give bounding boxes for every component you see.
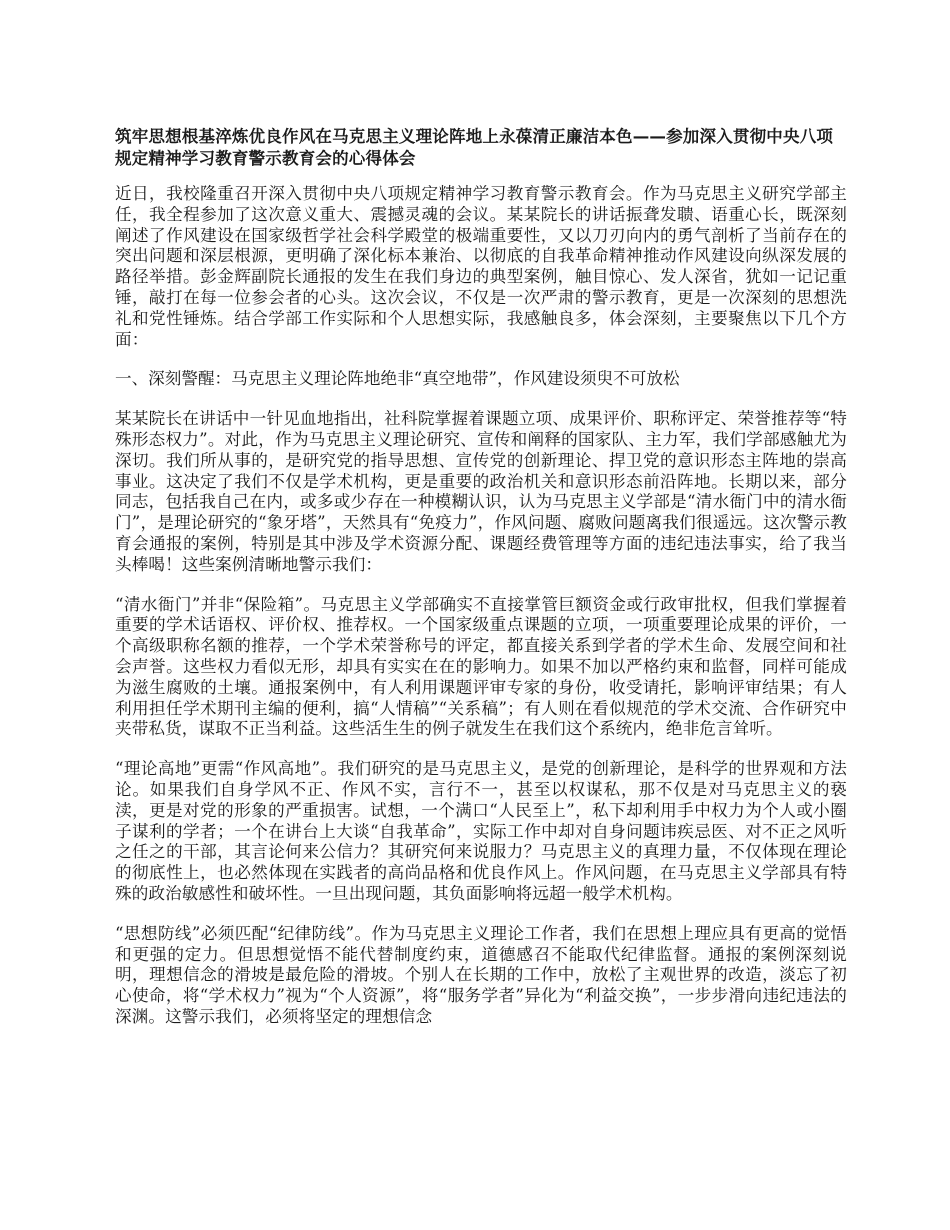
section-heading: 一、深刻警醒：马克思主义理论阵地绝非“真空地带”，作风建设须臾不可放松: [115, 369, 680, 389]
intro-paragraph: 近日，我校隆重召开深入贯彻中央八项规定精神学习教育警示教育会。作为马克思主义研究学部主任，我全程参加了这次意义重大、震撼灵魂的会议。某某院长的讲话振聋发聩、语重心长，既深刻阐述了作风建设在国家级哲学社会科学殿堂的极端重要性，又以刀刃向内的勇气剖析了当前存在的突出问题和深层根源，更明确了深化标本兼治、以彻底的自我革命精神推动作风建设向纵深发展的路径举措。彭金辉副院长通报的发生在我们身边的典型案例，触目惊心、发人深省，犹如一记记重锤，敲打在每一位参会者的心头。这次会议，不仅是一次严肃的警示教育，更是一次深刻的思想洗礼和党性锤炼。结合学部工作实际和个人思想实际，我感触良多，体会深刻，主要聚焦以下几个方面：: [115, 184, 847, 349]
body-paragraph: “理论高地”更需“作风高地”。我们研究的是马克思主义，是党的创新理论，是科学的世界观和方法论。如果我们自身学风不正、作风不实，言行不一，甚至以权谋私，那不仅是对马克思主义的亵渎，更是对党的形象的严重损害。试想，一个满口“人民至上”，私下却利用手中权力为个人或小圈子谋利的学者；一个在讲台上大谈“自我革命”，实际工作中却对自身问题讳疾忌医、对不正之风听之任之的干部，其言论何来公信力？其研究何来说服力？马克思主义的真理力量，不仅体现在理论的彻底性上，也必然体现在实践者的高尚品格和优良作风上。作风问题，在马克思主义学部具有特殊的政治敏感性和破坏性。一旦出现问题，其负面影响将远超一般学术机构。: [115, 759, 847, 903]
document-page: [115, 126, 847, 1047]
document-title: 筑牢思想根基淬炼优良作风在马克思主义理论阵地上永葆清正廉洁本色——参加深入贯彻中央八项规定精神学习教育警示教育会的心得体会: [115, 127, 834, 168]
body-paragraph: “清水衙门”并非“保险箱”。马克思主义学部确实不直接掌管巨额资金或行政审批权，但我们掌握着重要的学术话语权、评价权、推荐权。一个国家级重点课题的立项，一项重要理论成果的评价，一个高级职称名额的推荐，一个学术荣誉称号的评定，都直接关系到学者的学术生命、发展空间和社会声誉。这些权力看似无形，却具有实实在在的影响力。如果不加以严格约束和监督，同样可能成为滋生腐败的土壤。通报案例中，有人利用课题评审专家的身份，收受请托，影响评审结果；有人利用担任学术期刊主编的便利，搞“人情稿”“关系稿”；有人则在看似规范的学术交流、合作研究中夹带私货，谋取不正当利益。这些活生生的例子就发生在我们这个系统内，绝非危言耸听。: [115, 594, 847, 739]
body-paragraph: 某某院长在讲话中一针见血地指出，社科院掌握着课题立项、成果评价、职称评定、荣誉推荐等“特殊形态权力”。对此，作为马克思主义理论研究、宣传和阐释的国家队、主力军，我们学部感触尤为深切。我们所从事的，是研究党的指导思想、宣传党的创新理论、捍卫党的意识形态主阵地的崇高事业。这决定了我们不仅是学术机构，更是重要的政治机关和意识形态前沿阵地。长期以来，部分同志，包括我自己在内，或多或少存在一种模糊认识，认为马克思主义学部是“清水衙门中的清水衙门”，是理论研究的“象牙塔”，天然具有“免疫力”，作风问题、腐败问题离我们很遥远。这次警示教育会通报的案例，特别是其中涉及学术资源分配、课题经费管理等方面的违纪违法事实，给了我当头棒喝！这些案例清晰地警示我们：: [115, 409, 847, 574]
body-paragraph: “思想防线”必须匹配“纪律防线”。作为马克思主义理论工作者，我们在思想上理应具有更高的觉悟和更强的定力。但思想觉悟不能代替制度约束，道德感召不能取代纪律监督。通报的案例深刻说明，理想信念的滑坡是最危险的滑坡。个别人在长期的工作中，放松了主观世界的改造，淡忘了初心使命，将“学术权力”视为“个人资源”，将“服务学者”异化为“利益交换”，一步步滑向违纪违法的深渊。这警示我们，必须将坚定的理想信念: [115, 923, 847, 1026]
